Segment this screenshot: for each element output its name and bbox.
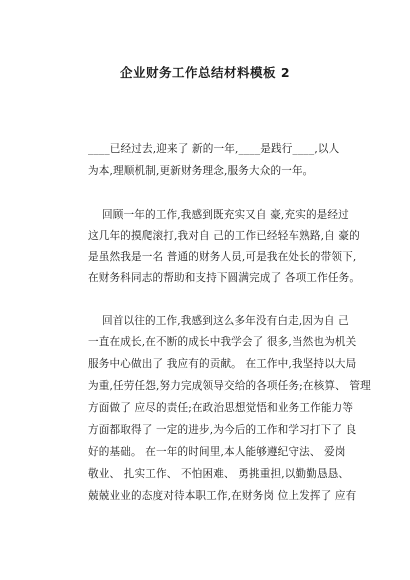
paragraph-3-line-1: 回首以往的工作,我感到这么多年没有白走,因为自 己	[102, 315, 349, 327]
paragraph-2-line-4: 在财务科同志的帮助和支持下圆满完成了 各项工作任务。	[88, 272, 361, 284]
paragraph-3-line-2: 一直在成长,在不断的成长中我学会了 很多,当然也为机关	[88, 336, 357, 348]
paragraph-2-line-2: 这几年的摸爬滚打,我对自 己的工作已经轻车熟路,自 豪的	[88, 230, 360, 242]
paragraph-1-line-1: ____已经过去,迎来了 新的一年,____是践行____,以人	[88, 143, 340, 155]
paragraph-3-line-6: 方面都取得了 一定的进步,为今后的工作和学习打下了 良	[88, 424, 357, 436]
paragraph-2-line-3: 是虽然我是一名 普通的财务人员,可是我在处长的带领下,	[88, 251, 357, 263]
paragraph-3-line-9: 兢兢业业的态度对待本职工作,在财务岗 位上发挥了 应有	[88, 490, 357, 502]
paragraph-1-line-2: 为本,理顺机制,更新财务理念,服务大众的一年。	[88, 165, 314, 177]
paragraph-3-line-7: 好的基础。 在一年的时间里,本人能够遵纪守法、 爱岗	[88, 446, 346, 458]
paragraph-3-line-5: 方面做了 应尽的责任;在政治思想觉悟和业务工作能力等	[88, 402, 354, 414]
paragraph-3-line-4: 为重,任劳任怨,努力完成领导交给的各项任务;在核算、 管理	[88, 380, 371, 392]
paragraph-3-line-3: 服务中心做出了 我应有的贡献。 在工作中,我坚持以大局	[88, 358, 357, 370]
paragraph-2-line-1: 回顾一年的工作,我感到既充实又自 豪,充实的是经过	[102, 209, 349, 221]
document-title: 企业财务工作总结材料模板 2	[119, 65, 291, 80]
paragraph-3-line-8: 敬业、 扎实工作、 不怕困难、 勇挑重担,以勤勤恳恳、	[88, 468, 350, 480]
